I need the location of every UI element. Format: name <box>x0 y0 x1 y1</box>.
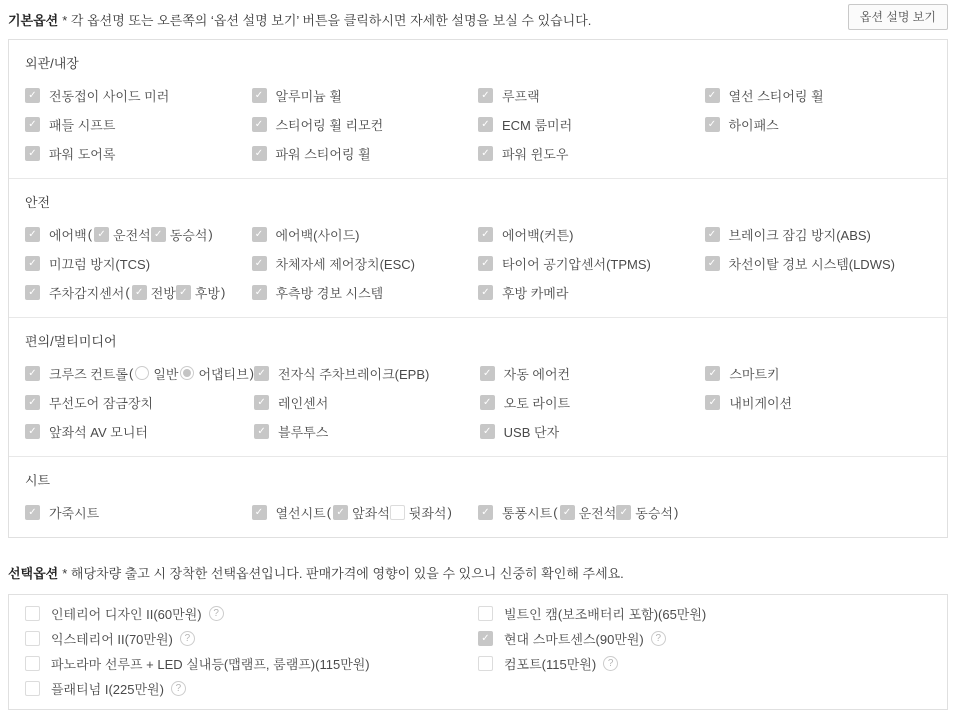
checkbox[interactable]: ✓ <box>25 505 40 520</box>
option-item <box>705 116 932 132</box>
option-label[interactable]: 전자식 주차브레이크(EPB) <box>278 366 430 382</box>
option-item <box>25 365 254 381</box>
section-title: 편의/멀티미디어 <box>25 334 117 349</box>
sub-option-label: 어댑티브 <box>198 366 249 382</box>
checkbox[interactable]: ✓ <box>25 227 40 242</box>
option-item <box>478 504 705 520</box>
option-label[interactable]: USB 단자 <box>503 424 560 440</box>
checkbox[interactable]: ✓ <box>25 424 40 439</box>
option-label[interactable]: 컴포트(115만원) <box>504 656 597 672</box>
basic-options-note: * 각 옵션명 또는 오른쪽의 ‘옵션 설명 보기’ 버튼을 클릭하시면 자세한 설명을 보실 수 있습니다. <box>62 13 592 28</box>
option-label[interactable]: 후측방 경보 시스템 <box>275 285 384 301</box>
checkbox[interactable]: ✓ <box>480 366 495 381</box>
checkbox[interactable]: ✓ <box>25 256 40 271</box>
option-item <box>252 226 479 242</box>
checkbox[interactable]: ✓ <box>254 395 269 410</box>
sub-option-label: 앞좌석 <box>352 505 390 521</box>
section-exterior-interior <box>9 40 947 178</box>
checkbox[interactable]: ✓ <box>132 285 147 300</box>
option-label[interactable]: 인테리어 디자인 II(60만원) <box>51 606 202 622</box>
checkbox[interactable] <box>25 656 40 671</box>
checkbox[interactable]: ✓ <box>705 227 720 242</box>
option-label[interactable]: 차체자세 제어장치(ESC) <box>275 256 415 272</box>
checkbox[interactable]: ✓ <box>25 366 40 381</box>
close-paren: ) <box>447 504 452 520</box>
option-item <box>478 255 705 271</box>
option-item <box>25 116 252 132</box>
checkbox[interactable]: ✓ <box>560 505 575 520</box>
option-label[interactable]: 블루투스 <box>278 424 329 440</box>
checkbox[interactable]: ✓ <box>252 285 267 300</box>
checkbox[interactable]: ✓ <box>478 285 493 300</box>
option-label[interactable]: ECM 룸미러 <box>502 117 573 133</box>
option-grid <box>9 365 947 439</box>
help-icon[interactable]: ? <box>603 656 618 671</box>
option-item <box>478 116 705 132</box>
checkbox[interactable]: ✓ <box>478 227 493 242</box>
checkbox[interactable]: ✓ <box>478 88 493 103</box>
option-item <box>25 504 252 520</box>
option-item <box>478 226 705 242</box>
section-title: 안전 <box>25 195 51 210</box>
checkbox[interactable]: ✓ <box>705 117 720 132</box>
checkbox[interactable]: ✓ <box>176 285 191 300</box>
section-title: 시트 <box>25 473 51 488</box>
option-item <box>252 116 479 132</box>
basic-options-panel <box>8 39 948 538</box>
option-label[interactable]: 알루미늄 휠 <box>275 88 342 104</box>
option-label[interactable]: 루프랙 <box>502 88 540 104</box>
option-label[interactable]: 주차감지센서 <box>49 285 125 301</box>
selected-options-grid <box>9 605 947 696</box>
open-paren: ( <box>553 504 558 520</box>
sub-option-label: 일반 <box>153 366 179 382</box>
selected-options-title: 선택옵션 <box>8 566 59 581</box>
checkbox[interactable]: ✓ <box>478 505 493 520</box>
option-item <box>705 255 932 271</box>
radio-dot <box>183 369 191 377</box>
checkbox[interactable]: ✓ <box>478 146 493 161</box>
option-label[interactable]: 스마트키 <box>729 366 780 382</box>
option-item <box>25 605 478 621</box>
checkbox[interactable]: ✓ <box>252 88 267 103</box>
selected-options-right-column <box>478 605 931 671</box>
option-label[interactable]: 자동 에어컨 <box>503 366 571 382</box>
sub-option-label: 후방 <box>194 285 220 301</box>
basic-options-header <box>8 4 948 34</box>
close-paren: ) <box>249 365 255 381</box>
help-icon[interactable]: ? <box>171 681 186 696</box>
section-title: 외관/내장 <box>25 56 79 71</box>
checkbox[interactable] <box>478 656 493 671</box>
option-item <box>254 423 480 439</box>
option-label[interactable]: 가죽시트 <box>49 505 100 521</box>
option-item <box>705 87 932 103</box>
checkbox[interactable]: ✓ <box>252 505 267 520</box>
option-label[interactable]: 패들 시프트 <box>49 117 116 133</box>
close-paren: ) <box>208 226 213 242</box>
option-label[interactable]: 열선 스티어링 휠 <box>728 88 824 104</box>
checkbox[interactable]: ✓ <box>25 395 40 410</box>
checkbox[interactable]: ✓ <box>151 227 166 242</box>
option-label[interactable]: 파노라마 선루프 + LED 실내등(맵램프, 룸램프)(115만원) <box>51 656 370 672</box>
open-paren: ( <box>128 365 134 381</box>
option-item <box>705 226 932 242</box>
sub-option-label: 운전석 <box>578 505 617 521</box>
checkbox[interactable]: ✓ <box>480 424 495 439</box>
selected-options-panel <box>8 594 948 710</box>
option-label[interactable]: 하이패스 <box>728 117 779 133</box>
option-label[interactable]: 파워 스티어링 휠 <box>275 146 371 162</box>
checkbox[interactable]: ✓ <box>25 88 40 103</box>
option-item <box>478 605 931 621</box>
option-item <box>25 680 478 696</box>
radio-button[interactable] <box>135 366 149 380</box>
checkbox[interactable] <box>478 606 493 621</box>
option-item <box>25 226 252 242</box>
checkbox[interactable]: ✓ <box>252 227 267 242</box>
option-label[interactable]: 익스테리어 II(70만원) <box>51 631 173 647</box>
checkbox[interactable] <box>25 681 40 696</box>
option-label[interactable]: 파워 윈도우 <box>502 146 569 162</box>
close-paren: ) <box>220 284 226 300</box>
checkbox[interactable]: ✓ <box>25 117 40 132</box>
section-convenience-multimedia <box>9 317 947 456</box>
option-label[interactable]: 미끄럼 방지(TCS) <box>49 256 151 272</box>
option-item <box>480 365 706 381</box>
selected-options-left-column <box>25 605 478 696</box>
help-icon[interactable]: ? <box>209 606 224 621</box>
checkbox[interactable]: ✓ <box>705 88 720 103</box>
option-item <box>254 365 480 381</box>
option-label[interactable]: 에어백(커튼) <box>502 227 574 243</box>
checkbox[interactable] <box>390 505 405 520</box>
checkbox[interactable] <box>25 631 40 646</box>
option-item <box>254 394 480 410</box>
option-label[interactable]: 파워 도어록 <box>49 146 116 162</box>
option-item <box>478 145 705 161</box>
checkbox[interactable]: ✓ <box>616 505 631 520</box>
open-paren: ( <box>87 226 93 242</box>
checkbox[interactable]: ✓ <box>252 256 267 271</box>
option-item <box>252 284 479 300</box>
option-label[interactable]: 레인센서 <box>278 395 329 411</box>
option-grid <box>9 87 947 161</box>
option-item <box>25 87 252 103</box>
option-item <box>25 284 252 300</box>
option-label[interactable]: 빌트인 캠(보조배터리 포함)(65만원) <box>504 606 707 622</box>
option-label[interactable]: 브레이크 잠김 방지(ABS) <box>728 227 871 243</box>
option-label[interactable]: 통풍시트 <box>502 505 553 521</box>
option-item <box>480 394 706 410</box>
option-item <box>25 255 252 271</box>
option-item <box>478 284 705 300</box>
option-item <box>25 423 254 439</box>
option-label[interactable]: 열선시트 <box>275 505 326 521</box>
checkbox[interactable]: ✓ <box>25 146 40 161</box>
option-grid <box>9 504 947 520</box>
option-label[interactable]: 에어백 <box>49 227 87 243</box>
option-item <box>252 255 479 271</box>
option-item <box>25 655 478 671</box>
sub-option-label: 전방 <box>150 285 176 301</box>
option-label[interactable]: 오토 라이트 <box>503 395 571 411</box>
option-item <box>478 655 931 671</box>
option-label[interactable]: 차선이탈 경보 시스템(LDWS) <box>728 256 895 272</box>
option-label[interactable]: 후방 카메라 <box>502 285 569 301</box>
checkbox[interactable]: ✓ <box>705 366 720 381</box>
option-item <box>252 145 479 161</box>
checkbox[interactable]: ✓ <box>252 117 267 132</box>
option-label[interactable]: 전동접이 사이드 미러 <box>49 88 170 104</box>
checkbox[interactable]: ✓ <box>478 631 493 646</box>
option-label[interactable]: 크루즈 컨트롤 <box>49 366 128 382</box>
option-item <box>478 87 705 103</box>
option-label[interactable]: 내비게이션 <box>729 395 793 411</box>
option-item <box>478 630 931 646</box>
checkbox[interactable]: ✓ <box>478 117 493 132</box>
option-label[interactable]: 플래티넘 I(225만원) <box>51 681 164 697</box>
help-icon[interactable]: ? <box>180 631 195 646</box>
option-label[interactable]: 스티어링 휠 리모컨 <box>275 117 384 133</box>
option-item <box>25 630 478 646</box>
option-item <box>25 394 254 410</box>
checkbox[interactable]: ✓ <box>705 395 720 410</box>
basic-options-title: 기본옵션 <box>8 13 59 28</box>
open-paren: ( <box>326 504 332 520</box>
help-icon[interactable]: ? <box>651 631 666 646</box>
selected-options-header <box>8 563 948 582</box>
option-item <box>252 504 479 520</box>
sub-option-label: 동승석 <box>635 505 673 521</box>
close-paren: ) <box>673 504 679 520</box>
checkbox[interactable]: ✓ <box>480 395 495 410</box>
option-label[interactable]: 현대 스마트센스(90만원) <box>504 631 644 647</box>
open-paren: ( <box>125 284 130 300</box>
checkbox[interactable]: ✓ <box>94 227 109 242</box>
option-item <box>25 145 252 161</box>
option-label[interactable]: 무선도어 잠금장치 <box>49 395 154 411</box>
checkbox[interactable]: ✓ <box>254 424 269 439</box>
basic-options-header-text <box>8 4 591 29</box>
option-item <box>705 394 931 410</box>
option-label[interactable]: 에어백(사이드) <box>275 227 360 243</box>
option-item <box>480 423 706 439</box>
option-label[interactable]: 앞좌석 AV 모니터 <box>49 424 148 440</box>
selected-options-note: * 해당차량 출고 시 장착한 선택옵션입니다. 판매가격에 영향이 있을 수 있으니 신중히 확인해 주세요. <box>62 566 624 581</box>
checkbox[interactable]: ✓ <box>478 256 493 271</box>
checkbox[interactable]: ✓ <box>252 146 267 161</box>
option-item <box>252 87 479 103</box>
option-grid <box>9 226 947 300</box>
sub-option-label: 뒷좌석 <box>408 505 447 521</box>
sub-option-label: 동승석 <box>169 227 208 243</box>
checkbox[interactable]: ✓ <box>254 366 269 381</box>
option-item <box>705 365 931 381</box>
section-safety <box>9 178 947 317</box>
sub-option-label: 운전석 <box>113 227 151 243</box>
checkbox[interactable]: ✓ <box>25 285 40 300</box>
view-option-description-button[interactable]: 옵션 설명 보기 <box>848 4 948 30</box>
section-seat <box>9 456 947 537</box>
option-label[interactable]: 타이어 공기압센서(TPMS) <box>502 256 651 272</box>
checkbox[interactable] <box>25 606 40 621</box>
checkbox[interactable]: ✓ <box>333 505 348 520</box>
radio-button[interactable] <box>180 366 194 380</box>
checkbox[interactable]: ✓ <box>705 256 720 271</box>
